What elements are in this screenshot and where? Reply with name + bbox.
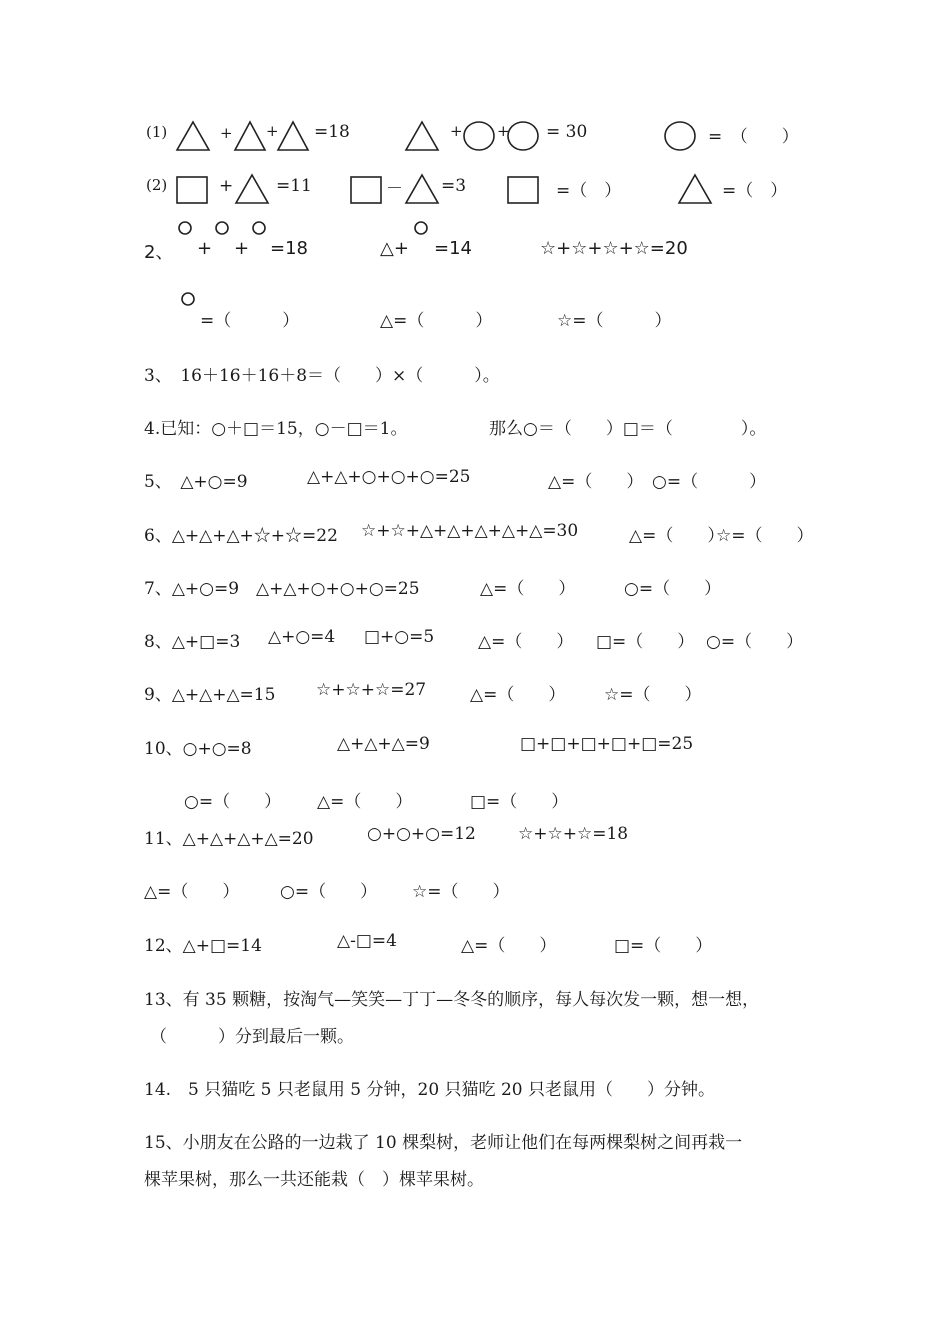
question-4-answer: 那么○＝（ ）□＝（ ）。 — [489, 419, 767, 439]
question-10-equation: □+□+□+□+□=25 — [520, 734, 694, 754]
question-6: 6、△+△+△+☆+☆=22 — [144, 526, 338, 546]
answer-blank: ☆=（ ） — [557, 311, 672, 331]
question-9: 9、△+△+△=15 — [144, 685, 276, 705]
answer-blank: △=（ ） — [629, 526, 725, 546]
equation-result: =18 — [270, 238, 308, 259]
circle-icon — [463, 121, 495, 151]
question-12-equation: △-□=4 — [337, 931, 397, 951]
answer-blank: △=（ ） — [144, 882, 240, 902]
answer-blank: =（ ） — [722, 181, 788, 201]
answer-blank: ○=（ ） — [184, 792, 282, 812]
question-5-equation: △+△+○+○+○=25 — [307, 467, 471, 487]
answer-blank: △=（ ） — [461, 936, 557, 956]
star-equation: ☆+☆+☆+☆=20 — [540, 238, 688, 259]
question-4: 4.已知：○＋□＝15，○－□＝1。 — [144, 419, 408, 439]
question-13: 13、有 35 颗糖，按淘气—笑笑—丁丁—冬冬的顺序，每人每次发一颗，想一想， — [144, 990, 760, 1010]
triangle-icon — [176, 121, 210, 151]
question-8-equation: □+○=5 — [364, 627, 435, 647]
equation-result: =18 — [314, 122, 350, 142]
answer-blank: ☆=（ ） — [604, 685, 702, 705]
q2-label: 2、 — [144, 242, 174, 263]
equation-result: =3 — [441, 176, 467, 196]
answer-blank: ○=（ ） — [706, 632, 804, 652]
plus-sign: + — [220, 124, 233, 142]
question-11: 11、△+△+△+△=20 — [144, 829, 314, 849]
q1b-label: (2) — [146, 176, 168, 194]
question-11-equation: ○+○+○=12 — [367, 824, 476, 844]
triangle-icon — [234, 121, 266, 151]
circle-icon — [507, 121, 539, 151]
circle-icon — [181, 292, 197, 308]
answer-blank: △=（ ） — [470, 685, 566, 705]
answer-blank: △=（ ） — [480, 579, 576, 599]
plus-sign: + — [266, 122, 279, 140]
answer-blank: □=（ ） — [596, 632, 695, 652]
question-8-equation: △+○=4 — [268, 627, 336, 647]
q1-label: (1) — [146, 123, 168, 141]
question-5: 5、 △+○=9 — [144, 472, 248, 492]
answer-blank: △=（ ） — [317, 792, 413, 812]
question-10: 10、○+○=8 — [144, 739, 252, 759]
plus-sign: + — [219, 176, 234, 196]
triangle-icon — [405, 121, 439, 151]
question-9-equation: ☆+☆+☆=27 — [316, 680, 427, 700]
equation-prefix: △+ — [380, 238, 409, 259]
triangle-icon — [405, 174, 439, 204]
plus-sign: + — [497, 122, 510, 140]
triangle-icon — [277, 121, 309, 151]
question-10-equation: △+△+△=9 — [337, 734, 430, 754]
equation-result: =11 — [276, 176, 312, 196]
answer-blank: ☆=（ ） — [716, 526, 814, 546]
question-3: 3、 16＋16＋16＋8＝（ ）×（ ）。 — [144, 366, 500, 386]
circle-icon — [215, 221, 231, 237]
square-icon — [507, 176, 539, 204]
answer-blank: ○=（ ） — [652, 472, 767, 492]
answer-blank: ☆=（ ） — [412, 882, 510, 902]
question-13-cont: （ ）分到最后一颗。 — [150, 1027, 354, 1047]
plus-sign: + — [234, 238, 250, 259]
equation-result: =14 — [434, 238, 472, 259]
answer-blank: ○=（ ） — [624, 579, 722, 599]
minus-sign: － — [386, 179, 403, 199]
equation-result: = 30 — [546, 122, 588, 142]
plus-sign: + — [450, 122, 463, 140]
circle-icon — [178, 221, 194, 237]
answer-blank: = （ ） — [708, 127, 799, 147]
question-6-equation: ☆+☆+△+△+△+△+△=30 — [361, 521, 579, 541]
question-8: 8、△+□=3 — [144, 632, 241, 652]
question-7: 7、△+○=9 △+△+○+○+○=25 — [144, 579, 420, 599]
question-12: 12、△+□=14 — [144, 936, 262, 956]
circle-icon — [414, 221, 430, 237]
triangle-icon — [678, 174, 712, 204]
square-icon — [350, 176, 382, 204]
answer-blank: □=（ ） — [470, 792, 569, 812]
circle-icon — [664, 121, 696, 151]
answer-blank: ○=（ ） — [280, 882, 378, 902]
question-15: 15、小朋友在公路的一边栽了 10 棵梨树，老师让他们在每两棵梨树之间再栽一 — [144, 1133, 743, 1153]
answer-blank: △=（ ） — [548, 472, 644, 492]
answer-blank: =（ ） — [200, 311, 300, 331]
circle-icon — [252, 221, 268, 237]
answer-blank: △=（ ） — [380, 311, 493, 331]
plus-sign: + — [197, 238, 213, 259]
triangle-icon — [235, 174, 269, 204]
question-11-equation: ☆+☆+☆=18 — [518, 824, 629, 844]
square-icon — [176, 176, 208, 204]
answer-blank: □=（ ） — [614, 936, 713, 956]
question-15-cont: 棵苹果树，那么一共还能栽（ ）棵苹果树。 — [144, 1170, 484, 1190]
answer-blank: =（ ） — [556, 181, 622, 201]
answer-blank: △=（ ） — [478, 632, 574, 652]
question-14: 14. 5 只猫吃 5 只老鼠用 5 分钟，20 只猫吃 20 只老鼠用（ ）分钟。 — [144, 1080, 715, 1100]
